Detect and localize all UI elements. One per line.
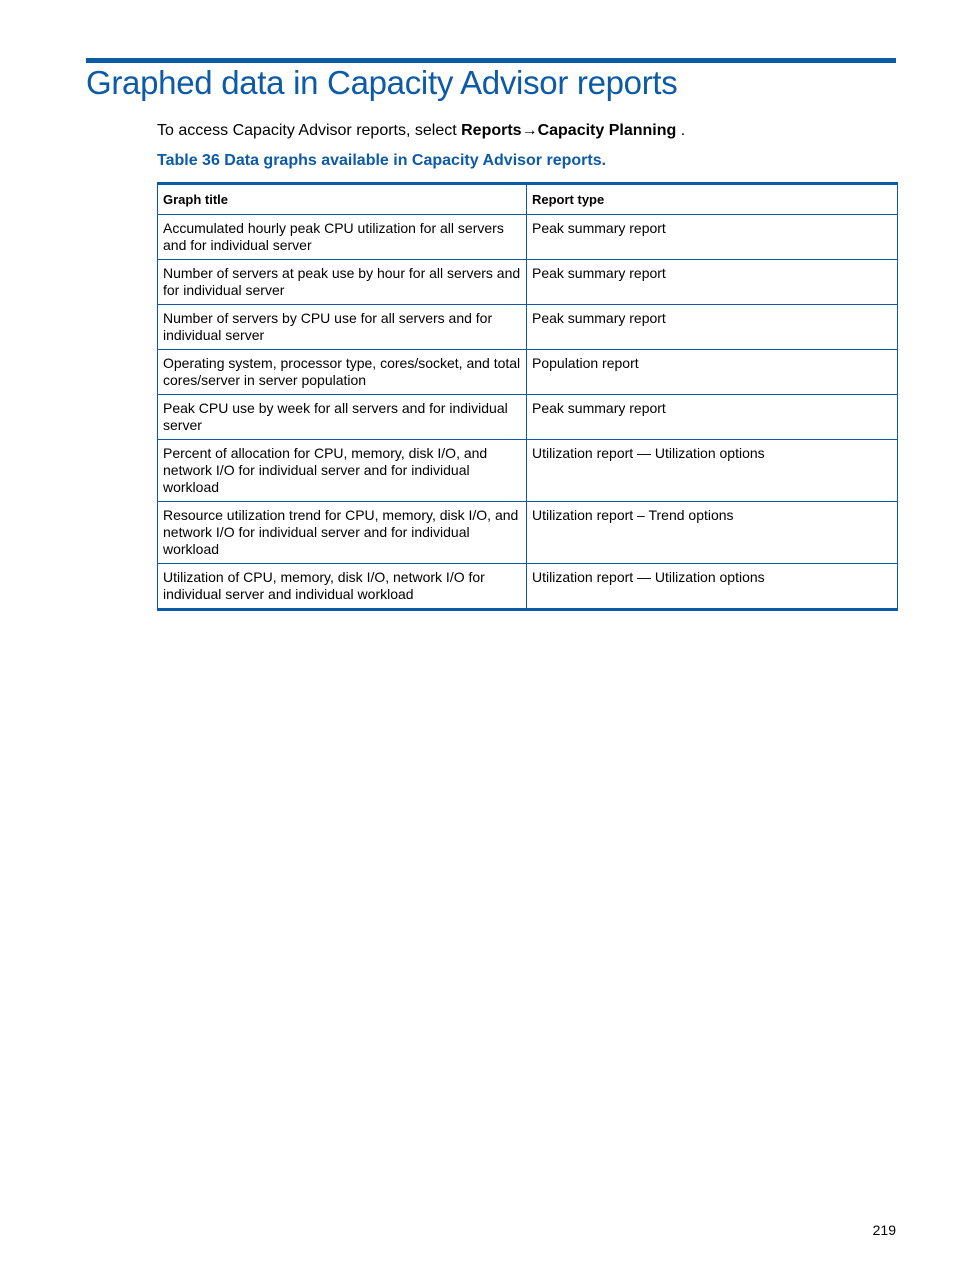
- intro-paragraph: [157, 122, 685, 140]
- cell-report-type: Utilization report — Utilization options: [527, 564, 898, 610]
- cell-graph-title: Number of servers at peak use by hour for all servers and for individual server: [158, 260, 527, 305]
- cell-report-type: Population report: [527, 350, 898, 395]
- menu-arrow: →: [521, 122, 538, 139]
- page-title: Graphed data in Capacity Advisor reports: [86, 64, 678, 101]
- table-row: [158, 260, 898, 305]
- menu-capacity-planning: Capacity Planning: [537, 122, 677, 139]
- cell-report-type: Utilization report — Utilization options: [527, 440, 898, 502]
- data-graphs-table-container: [157, 182, 897, 611]
- intro-suffix: .: [676, 122, 686, 139]
- title-rule: [86, 58, 896, 63]
- table-row: [158, 440, 898, 502]
- cell-report-type: Peak summary report: [527, 215, 898, 260]
- table-row: [158, 215, 898, 260]
- data-graphs-table: [157, 182, 898, 611]
- menu-reports: Reports: [461, 122, 522, 139]
- page-number: 219: [872, 1222, 896, 1238]
- table-row: [158, 350, 898, 395]
- intro-prefix: To access Capacity Advisor reports, select: [157, 122, 462, 139]
- cell-graph-title: Utilization of CPU, memory, disk I/O, network I/O for individual server and individual workload: [158, 564, 527, 610]
- cell-graph-title: Number of servers by CPU use for all servers and for individual server: [158, 305, 527, 350]
- cell-report-type: Peak summary report: [527, 305, 898, 350]
- table-row: [158, 395, 898, 440]
- cell-graph-title: Resource utilization trend for CPU, memory, disk I/O, and network I/O for individual server and for individual workload: [158, 502, 527, 564]
- header-graph-title: Graph title: [158, 184, 527, 215]
- cell-graph-title: Percent of allocation for CPU, memory, disk I/O, and network I/O for individual server and for individual workload: [158, 440, 527, 502]
- table-row: [158, 305, 898, 350]
- cell-report-type: Utilization report – Trend options: [527, 502, 898, 564]
- cell-report-type: Peak summary report: [527, 260, 898, 305]
- table-header-row: [158, 184, 898, 215]
- header-report-type: Report type: [527, 184, 898, 215]
- cell-graph-title: Accumulated hourly peak CPU utilization for all servers and for individual server: [158, 215, 527, 260]
- cell-graph-title: Operating system, processor type, cores/socket, and total cores/server in server population: [158, 350, 527, 395]
- table-caption: Table 36 Data graphs available in Capacity Advisor reports.: [157, 152, 607, 169]
- cell-graph-title: Peak CPU use by week for all servers and for individual server: [158, 395, 527, 440]
- cell-report-type: Peak summary report: [527, 395, 898, 440]
- table-row: [158, 502, 898, 564]
- table-row: [158, 564, 898, 610]
